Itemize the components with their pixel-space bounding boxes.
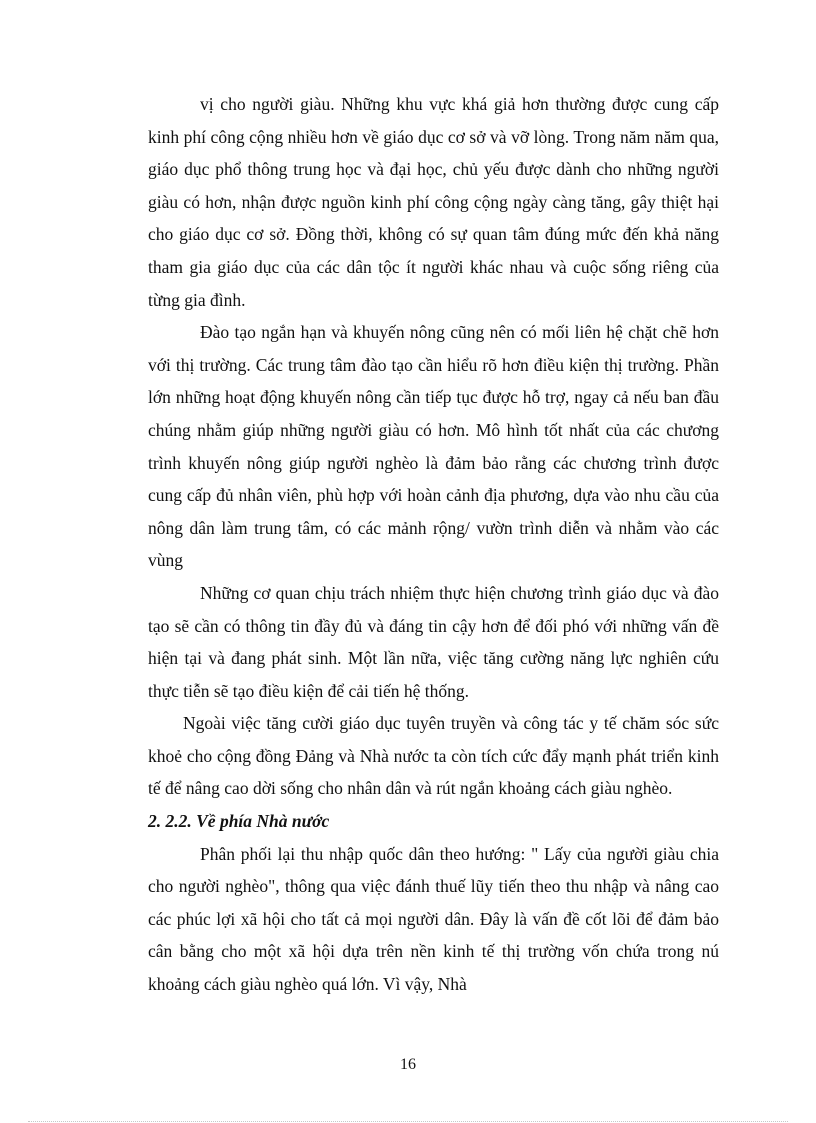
paragraph-income-redistribution: Phân phối lại thu nhập quốc dân theo hướng: " Lấy của người giàu chia cho người nghèo", thông qua việc đánh thuế lũy tiến theo thu nhập và nâng cao các phúc lợi xã hội cho tất cả mọi người dân. Đây là vấn đề cốt lõi để đảm bảo cân bằng cho một xã hội dựa trên nền kinh tế thị trường vốn chứa trong nú khoảng cách giàu nghèo quá lớn. Vì vậy, Nhà [148, 843, 719, 995]
section-heading: 2. 2.2. Về phía Nhà nước [148, 811, 330, 832]
paragraph-short-term-training: Đào tạo ngắn hạn và khuyến nông cũng nên có mối liên hệ chặt chẽ hơn với thị trường. Các trung tâm đào tạo cần hiểu rõ hơn điều kiện thị trường. Phần lớn những hoạt động khuyến nông cần tiếp tục được hỗ trợ, ngay cả nếu ban đầu chúng nhằm giúp những người giàu có hơn. Mô hình tốt nhất của các chương trình khuyến nông giúp người nghèo là đảm bảo rằng các chương trình được cung cấp đủ nhân viên, phù hợp với hoàn cảnh địa phương, dựa vào nhu cầu của nông dân làm trung tâm, có các mảnh rộng/ vườn trình diễn và nhằm vào các vùng [148, 322, 719, 571]
paragraph-education-funding: vị cho người giàu. Những khu vực khá giả hơn thường được cung cấp kinh phí công cộng nhiều hơn về giáo dục cơ sở và vỡ lòng. Trong năm năm qua, giáo dục phổ thông trung học và đại học, chủ yếu được dành cho những người giàu có hơn, nhận được nguồn kinh phí công cộng ngày càng tăng, gây thiệt hại cho giáo dục cơ sở. Đồng thời, không có sự quan tâm đúng mức đến khả năng tham gia giáo dục của các dân tộc ít người khác nhau và cuộc sống riêng của từng gia đình. [148, 94, 719, 310]
page-number: 16 [400, 1056, 416, 1073]
footer-divider [28, 1121, 788, 1122]
paragraph-health-economy: Ngoài việc tăng cười giáo dục tuyên truyền và công tác y tế chăm sóc sức khoẻ cho cộng đồng Đảng và Nhà nước ta còn tích cức đẩy mạnh phát triển kinh tế để nâng cao dời sống cho nhân dân và rút ngắn khoảng cách giàu nghèo. [148, 713, 719, 799]
paragraph-education-agencies: Những cơ quan chịu trách nhiệm thực hiện chương trình giáo dục và đào tạo sẽ cần có thông tin đầy đủ và đáng tin cậy hơn để đối phó với những vấn đề hiện tại và đang phát sinh. Một lần nữa, việc tăng cường năng lực nghiên cứu thực tiễn sẽ tạo điều kiện để cải tiến hệ thống. [148, 582, 719, 701]
document-page [148, 88, 719, 1001]
